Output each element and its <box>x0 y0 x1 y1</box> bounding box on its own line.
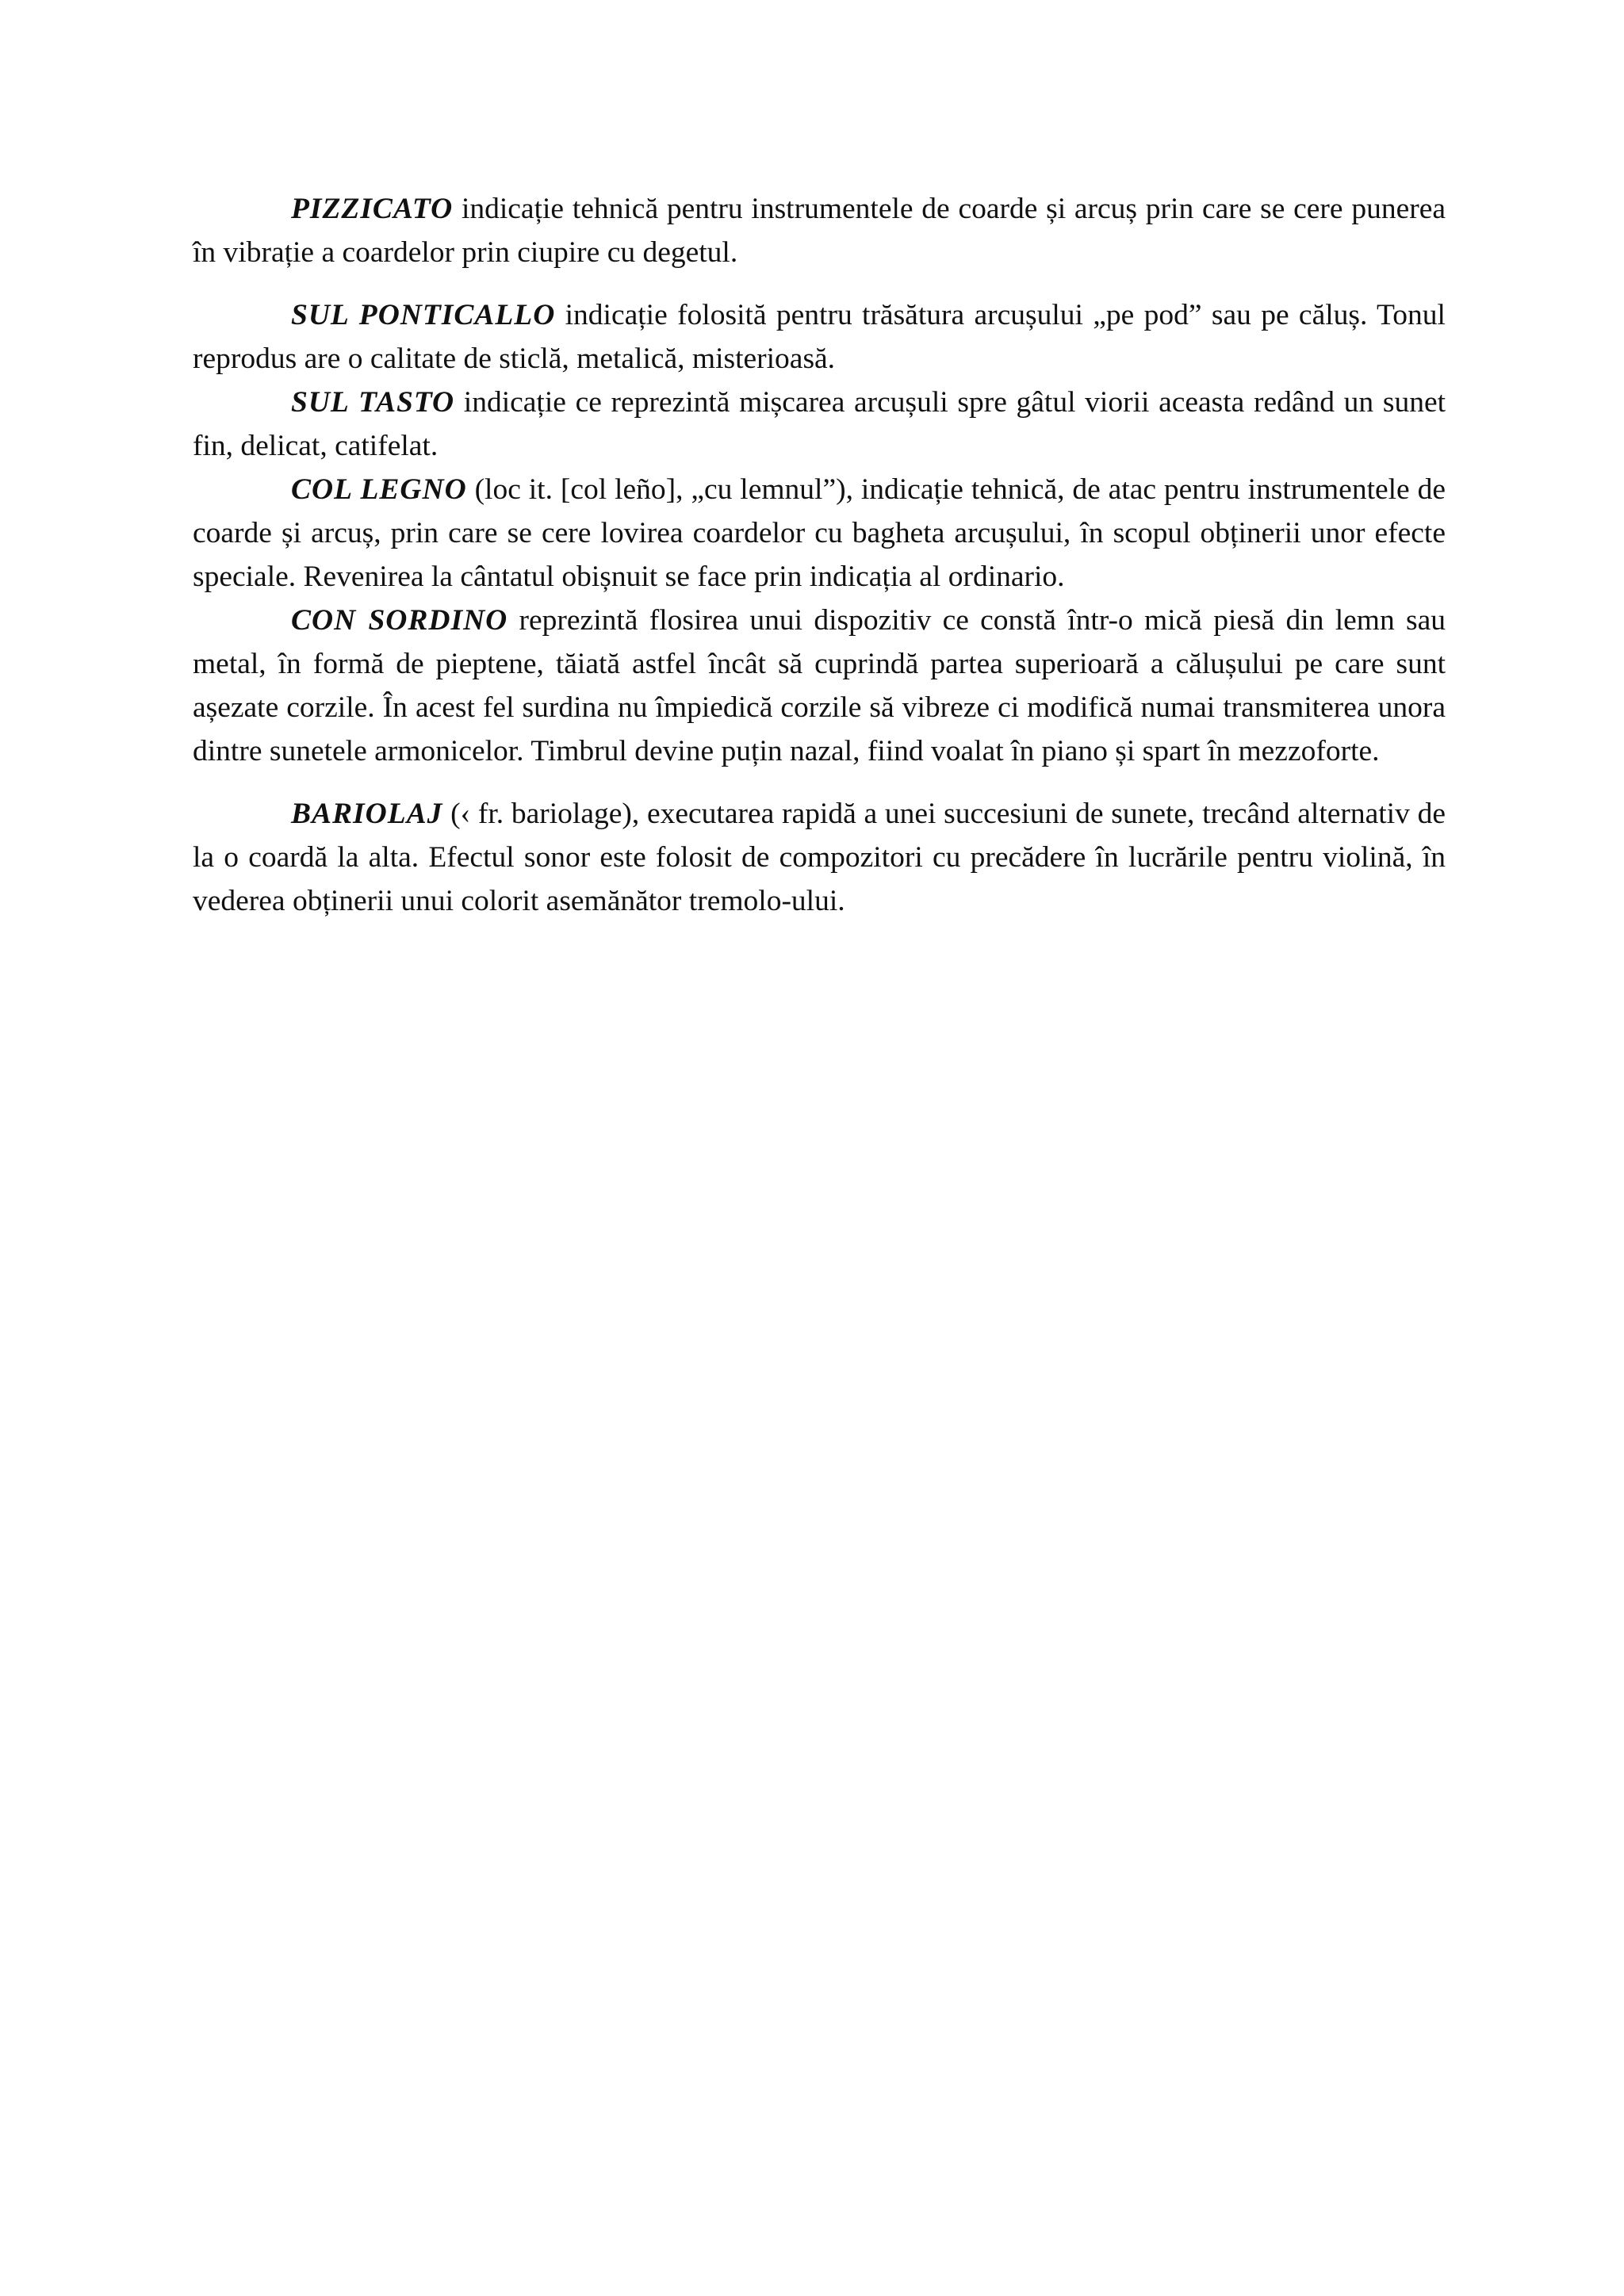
definition-sul-ponticallo: indicație folosită pentru trăsătura arcușului „pe pod” sau pe căluș. Tonul reprodus are o calitate de sticlă, metalică, misterioasă. <box>193 299 1446 375</box>
definition-pizzicato: indicație tehnică pentru instrumentele de coarde și arcuș prin care se cere punerea în vibrație a coardelor prin ciupire cu degetul. <box>193 193 1446 269</box>
entry-sul-tasto <box>193 381 1446 468</box>
term-con-sordino: CON SORDINO <box>291 604 508 637</box>
entry-pizzicato <box>193 187 1446 274</box>
term-sul-ponticallo: SUL PONTICALLO <box>291 299 556 331</box>
term-col-legno: COL LEGNO <box>291 473 467 506</box>
term-bariolaj: BARIOLAJ <box>291 798 443 830</box>
definition-con-sordino: reprezintă flosirea unui dispozitiv ce constă într-o mică piesă din lemn sau metal, în formă de pieptene, tăiată astfel încât să cuprindă partea superioară a călușului pe care sunt așezate corzile. În acest fel surdina nu împiedică corzile să vibreze ci modifică numai transmiterea unora dintre sunetele armonicelor. Timbrul devine puțin nazal, fiind voalat în piano și spart în mezzoforte. <box>193 604 1446 767</box>
term-pizzicato: PIZZICATO <box>291 193 454 225</box>
entry-bariolaj <box>193 792 1446 923</box>
entry-sul-ponticallo <box>193 293 1446 381</box>
term-sul-tasto: SUL TASTO <box>291 386 455 419</box>
entry-col-legno <box>193 468 1446 599</box>
definition-sul-tasto: indicație ce reprezintă mișcarea arcușuli spre gâtul viorii aceasta redând un sunet fin, delicat, catifelat. <box>193 386 1446 462</box>
definition-col-legno: (loc it. [col leño], „cu lemnul”), indicație tehnică, de atac pentru instrumentele de coarde și arcuș, prin care se cere lovirea coardelor cu bagheta arcușului, în scopul obținerii unor efecte speciale. Revenirea la cântatul obișnuit se face prin indicația al ordinario. <box>193 473 1446 593</box>
definition-bariolaj: (‹ fr. bariolage), executarea rapidă a unei succesiuni de sunete, trecând alternativ de la o coardă la alta. Efectul sonor este folosit de compozitori cu precădere în lucrările pentru violină, în vederea obținerii unui colorit asemănător tremolo-ului. <box>193 798 1446 917</box>
entry-con-sordino <box>193 599 1446 773</box>
document-page <box>193 187 1446 923</box>
